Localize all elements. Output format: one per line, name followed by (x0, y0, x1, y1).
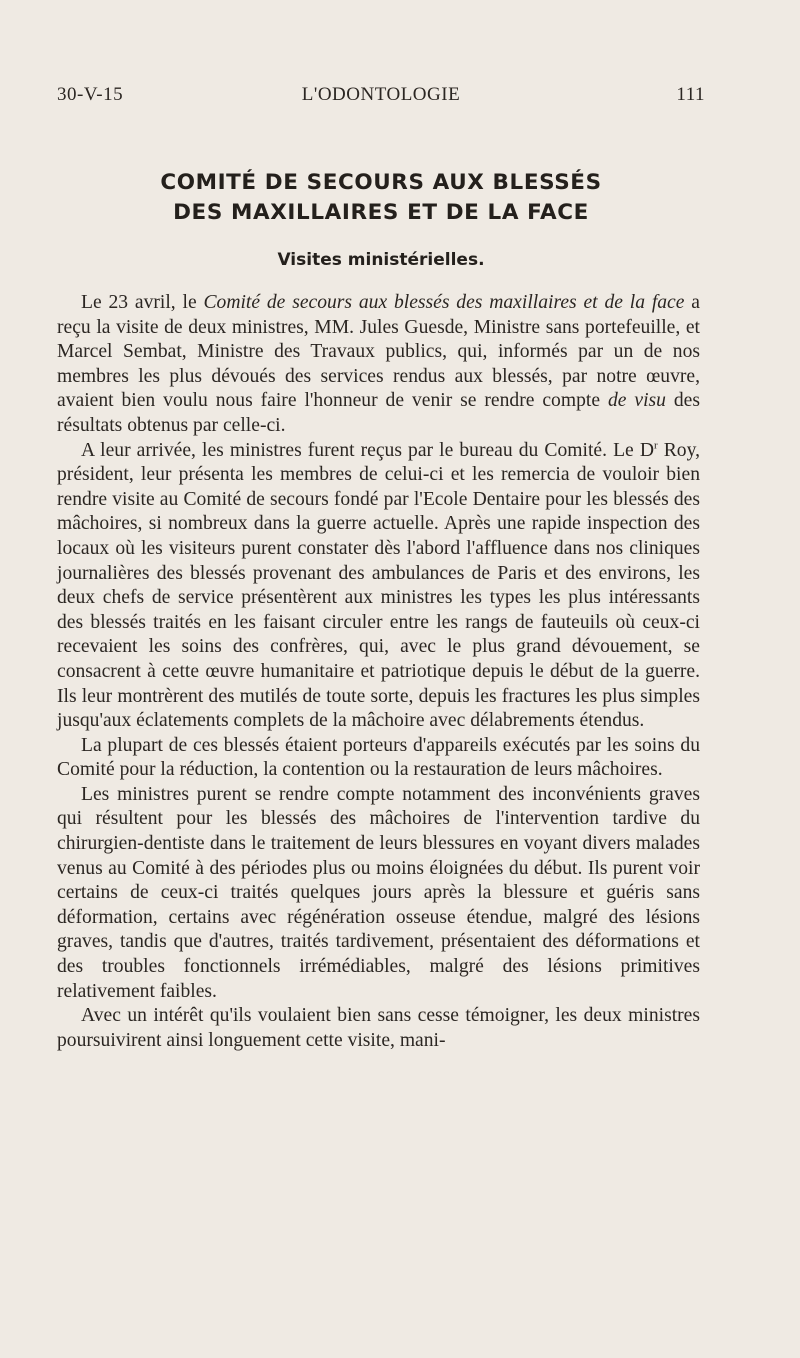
article-title-line-2: DES MAXILLAIRES ET DE LA FACE (173, 200, 589, 225)
paragraph-5: Avec un intérêt qu'ils voulaient bien sans cesse témoigner, les deux ministres poursuivirent ainsi longuement cette visite, mani- (57, 1005, 700, 1051)
paragraph-2 (57, 439, 700, 734)
paragraph-1-text-c: des résultats obtenus par celle-ci. (57, 390, 700, 436)
article-title-line-1: COMITÉ DE SECOURS AUX BLESSÉS (160, 170, 602, 195)
journal-name: L'ODONTOLOGIE (301, 84, 461, 105)
paragraph-4: Les ministres purent se rendre compte notamment des inconvénients graves qui résultent pour les blessés des mâchoires de l'intervention tardive du chirurgien-dentiste dans le traitement de leurs blessures en voyant divers malades venus au Comité à des périodes plus ou moins éloignées du début. Ils purent voir certains de ceux-ci traités quelques jours après la blessure et guéris sans déformation, certains avec régénération osseuse étendue, malgré des lésions graves, tandis que d'autres, traités tardivement, présentaient des déformations et des troubles fonctionnels irrémédiables, malgré des lésions primitives relativement faibles. (57, 783, 700, 1002)
article-title (57, 168, 705, 228)
issue-date: 30-V-15 (57, 84, 124, 105)
paragraph-3: La plupart de ces blessés étaient porteurs d'appareils exécutés par les soins du Comité pour la réduction, la contention ou la restauration de leurs mâchoires. (57, 734, 700, 781)
paragraph-1-text-a: Le 23 avril, le (81, 292, 204, 313)
paragraph-2-text-a: A leur arrivée, les ministres furent reçus par le bureau du Comité. Le D (81, 439, 654, 461)
doctor-abbrev-superscript: r (653, 439, 658, 452)
article-subtitle: Visites ministérielles. (277, 250, 485, 270)
running-header (57, 84, 705, 114)
paragraph-1 (57, 291, 700, 439)
paragraph-1-text-b: a reçu la visite de deux ministres, MM. Jules Guesde, Ministre sans portefeuille, et Marcel Sembat, Ministre des Travaux publics, qui, informés par un de nos membres les plus dévoués des services rendus aux blessés, par notre œuvre, avaient bien voulu nous faire l'honneur de venir se rendre compte (57, 292, 700, 412)
de-visu-italic: de visu (607, 390, 666, 412)
committee-name-italic: Comité de secours aux blessés des maxillaires et de la face (203, 292, 685, 313)
paragraph-2-text-b: Roy, président, leur présenta les membres de celui-ci et les remercia de vouloir bien rendre visite au Comité de secours fondé par l'Ecole Dentaire pour les blessés des mâchoires, si nombreux dans la guerre actuelle. Après une rapide inspection des locaux où les visiteurs purent constater dès l'abord l'affluence dans nos cliniques journalières des blessés provenant des ambulances de Paris et des environs, les deux chefs de service présentèrent aux ministres les types les plus intéressants des blessés traités en les faisant circuler entre les rangs de fauteuils où ceux-ci recevaient les soins des confrères, qui, avec le plus grand dévouement, se consacrent à cette œuvre humanitaire et patriotique depuis le début de la guerre. Ils leur montrèrent des mutilés de toute sorte, depuis les fractures les plus simples jusqu'aux éclatements complets de la mâchoire avec délabrements étendus. (57, 439, 701, 732)
page-number: 111 (676, 84, 705, 105)
article-body (57, 291, 700, 1053)
